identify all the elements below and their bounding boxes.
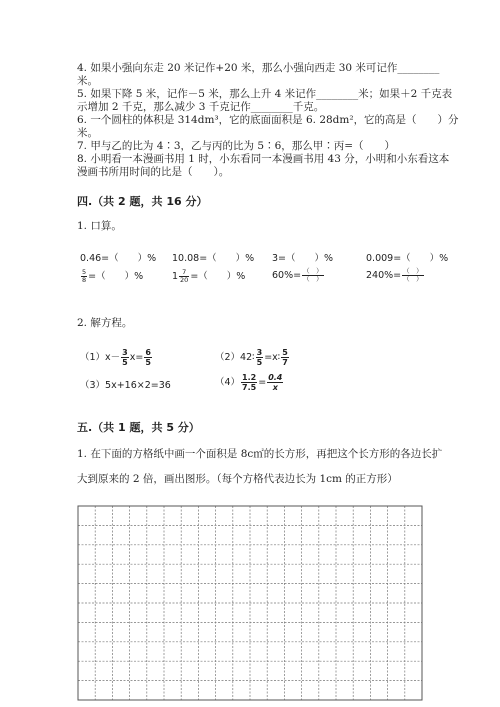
problem-8-line-1: 8. 小明看一本漫画书用 1 时，小东看同一本漫画书用 43 分，小明和小东看这本: [77, 153, 450, 165]
problem-6-line-2: 米。: [77, 127, 98, 139]
fraction: $\frac{5}{7}$: [282, 348, 288, 367]
equation-3: （3）5x+16×2=36: [80, 380, 171, 391]
fraction: $\frac{5}{8}$: [82, 268, 87, 284]
problem-5-line-1: 5. 如果下降 5 米，记作－5 米，那么上升 4 米记作________米；如果＋2 千克表: [77, 88, 453, 100]
section-4-title: 四.（共 2 题，共 16 分）: [77, 195, 208, 208]
calc-4: 0.009=（ ）%: [366, 253, 449, 264]
mental-math-title: 1. 口算。: [77, 220, 122, 232]
solve-equation-title: 2. 解方程。: [77, 317, 133, 329]
calc-6: 1 $\frac{7}{20}$ =（ ）%: [172, 268, 246, 284]
equation-1: （1）x－ $\frac{3}{5}$ x= $\frac{6}{5}$: [80, 348, 151, 367]
problem-4-line-1: 4. 如果小强向东走 20 米记作+20 米，那么小强向西走 30 米可记作________: [77, 62, 440, 74]
fraction: $\frac{3}{5}$: [256, 348, 263, 367]
drawing-task-line-2: 大到原来的 2 倍，画出图形。（每个方格代表边长为 1cm 的正方形）: [77, 473, 398, 485]
fraction: $\frac{6}{5}$: [145, 348, 151, 367]
fraction: $\frac{( )}{( )}$: [303, 267, 323, 283]
fraction: $\frac{( )}{( )}$: [403, 267, 423, 283]
fraction: $\frac{3}{5}$: [122, 348, 128, 367]
problem-5-line-2: 示增加 2 千克，那么减少 3 千克记作________千克。: [77, 101, 325, 113]
calc-1: 0.46=（ ）%: [80, 253, 157, 264]
fraction: $\frac{1.2}{7.5}$: [242, 373, 257, 392]
calc-3: 3=（ ）%: [272, 253, 334, 264]
calc-5: $\frac{5}{8}$ =（ ）%: [82, 268, 144, 284]
section-5-title: 五.（共 1 题，共 5 分）: [77, 421, 200, 434]
square-grid-paper[interactable]: [77, 505, 423, 701]
problem-8-line-2: 漫画书所用时间的比是（ ）。: [77, 166, 230, 178]
calc-2: 10.08=（ ）%: [172, 253, 255, 264]
calc-8: 240%= $\frac{( )}{( )}$: [366, 267, 423, 283]
problem-4-line-2: 米。: [77, 75, 98, 87]
calc-7: 60%= $\frac{( )}{( )}$: [272, 267, 323, 283]
problem-7: 7. 甲与乙的比为 4∶3，乙与丙的比为 5∶6，那么甲∶丙=（ ）: [77, 140, 396, 152]
problem-6-line-1: 6. 一个圆柱的体积是 314dm³，它的底面面积是 6. 28dm²，它的高是（ ）分: [77, 114, 459, 126]
fraction: $\frac{0.4}{x}$: [268, 373, 283, 392]
fraction: $\frac{7}{20}$: [180, 268, 189, 284]
drawing-task-line-1: 1. 在下面的方格纸中画一个面积是 8c㎡的长方形，再把这个长方形的各边长扩: [77, 448, 443, 460]
equation-2: （2）42∶ $\frac{3}{5}$ =x∶ $\frac{5}{7}$: [215, 348, 288, 367]
equation-4: （4） $\frac{1.2}{7.5}$ = $\frac{0.4}{x}$: [215, 373, 283, 392]
